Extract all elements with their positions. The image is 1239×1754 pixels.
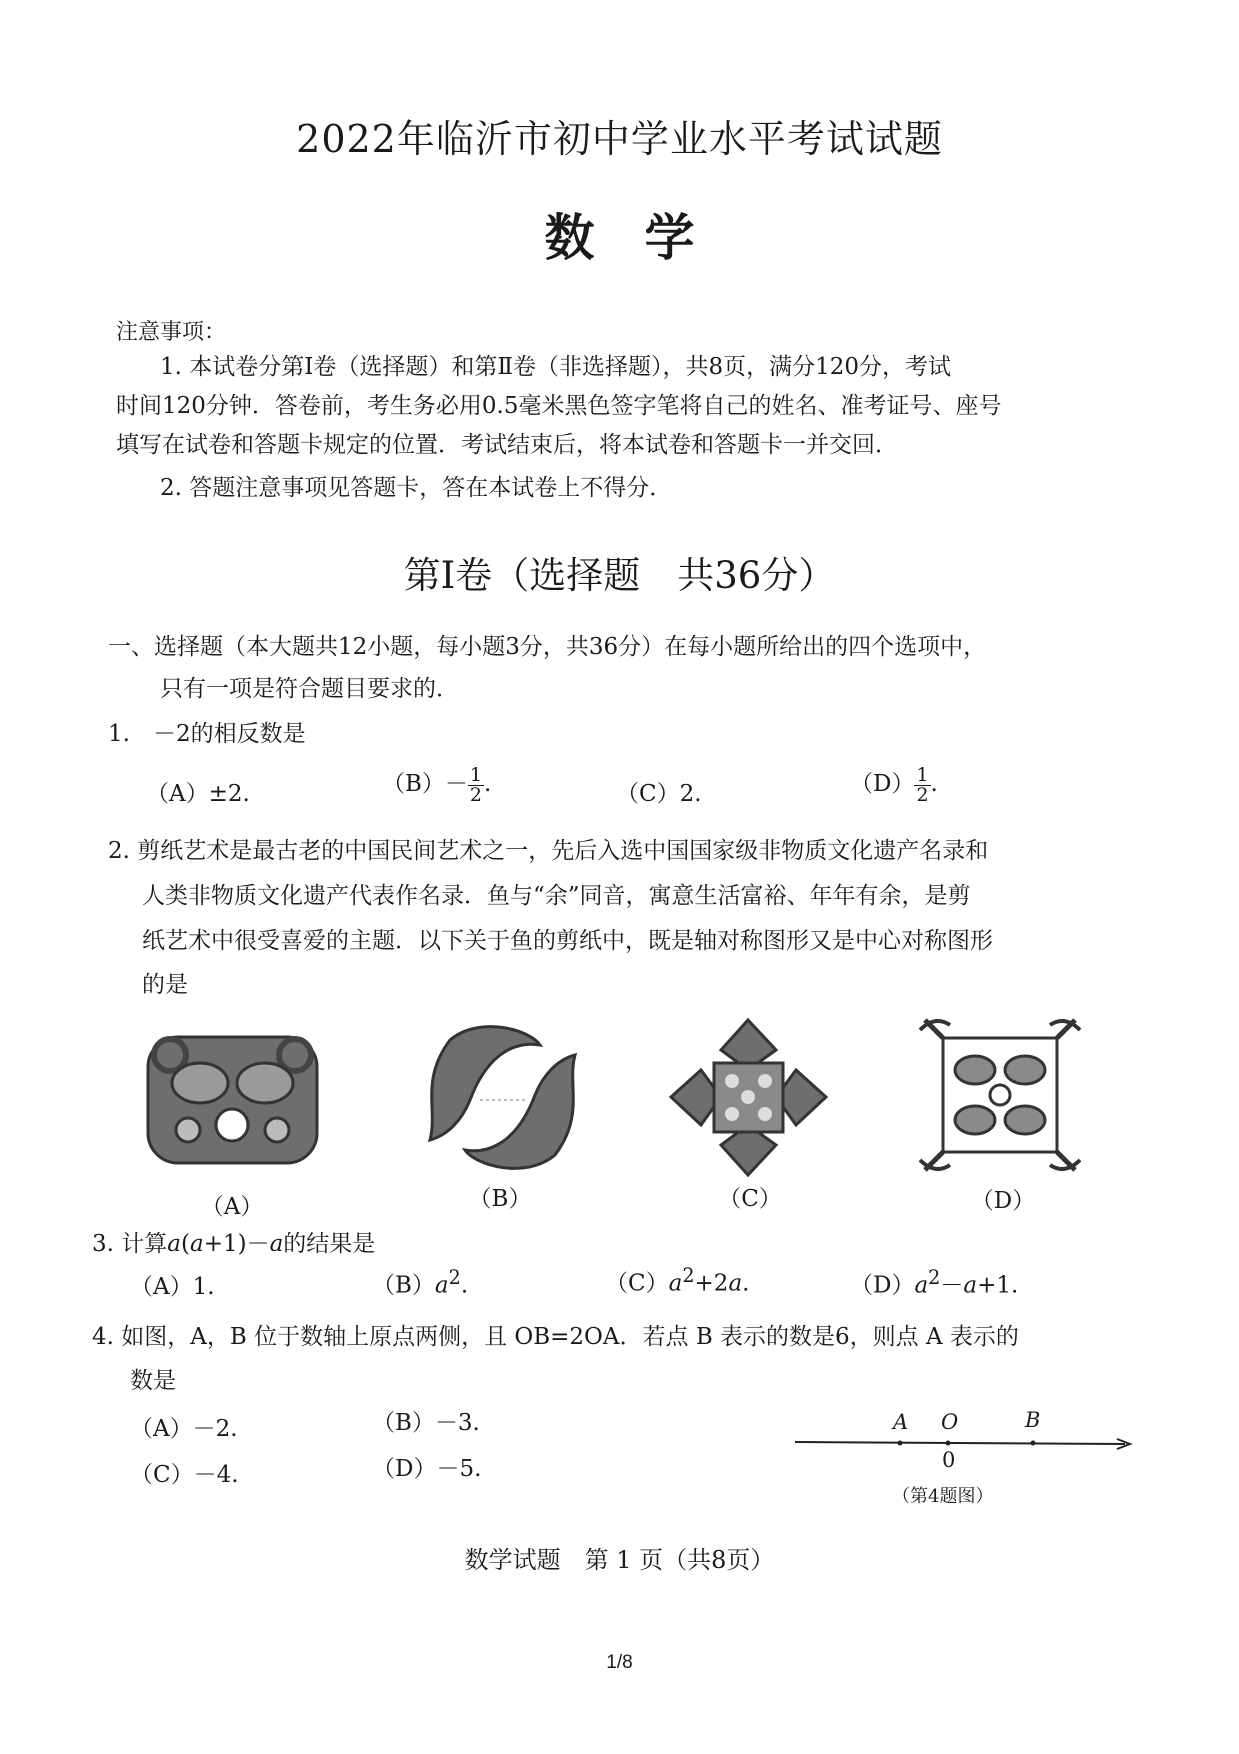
number-line-zero: 0 <box>942 1448 956 1472</box>
q4-option-d: （D）－5. <box>372 1456 482 1482</box>
q3-number: 3. <box>92 1231 114 1257</box>
notes-heading: 注意事项： <box>116 320 227 345</box>
page-footer: 数学试题 第 1 页（共8页） <box>464 1546 775 1574</box>
q3-stem-prefix: 计算 <box>121 1231 168 1257</box>
q3-option-a: （A）1. <box>130 1274 215 1300</box>
q4-figure-caption: （第4题图） <box>892 1486 994 1507</box>
q1-option-d-prefix: （D） <box>850 771 915 797</box>
q3-option-c-end: . <box>742 1270 750 1297</box>
point-o-dot <box>946 1441 951 1446</box>
q3-expr-var-1: a <box>167 1231 181 1257</box>
q1-option-a: （A）±2. <box>146 781 250 807</box>
q4-line1: 4. 如图，A，B 位于数轴上原点两侧，且 OB=2OA．若点 B 表示的数是6，则点 A 表示的 <box>92 1324 1019 1350</box>
q3-option-b-var: a <box>434 1272 449 1299</box>
number-line-label-b: B <box>1025 1408 1041 1432</box>
q1-option-b-period: . <box>484 771 492 797</box>
q1-stem: 1. －2的相反数是 <box>108 721 306 747</box>
figure-label-d: （D） <box>970 1188 1036 1214</box>
q3-expr-paren: ( <box>180 1231 190 1257</box>
q3-option-d-var: a <box>914 1272 929 1299</box>
q3-option-b-exponent: 2 <box>448 1266 461 1289</box>
notes-item1-line3: 填写在试卷和答题卡规定的位置．考试结束后，将本试卷和答题卡一并交回． <box>116 432 898 458</box>
q2-line1: 2. 剪纸艺术是最古老的中国民间艺术之一，先后入选中国国家级非物质文化遗产名录和 <box>108 838 989 864</box>
q3-expr-var-2: a <box>189 1231 204 1257</box>
section1-instruction-line2: 只有一项是符合题目要求的． <box>160 676 459 702</box>
q3-option-d-exponent: 2 <box>928 1266 941 1289</box>
paper-cut-figure-c <box>666 1015 831 1180</box>
q3-option-d-var2: a <box>963 1272 978 1299</box>
section1-title: 第Ⅰ卷（选择题 共36分） <box>403 554 836 597</box>
q3-option-b-end: . <box>460 1272 469 1299</box>
notes-item1-line1: 1. 本试卷分第Ⅰ卷（选择题）和第Ⅱ卷（非选择题），共8页，满分120分，考试 <box>160 354 952 380</box>
q2-line4: 的是 <box>142 972 188 998</box>
number-line-label-o: O <box>941 1410 959 1434</box>
q4-option-c: （C）－4. <box>130 1462 239 1488</box>
q3-stem-suffix: 的结果是 <box>283 1231 376 1257</box>
q2-line3: 纸艺术中很受喜爱的主题．以下关于鱼的剪纸中，既是轴对称图形又是中心对称图形 <box>142 928 993 954</box>
q3-option-d-label: （D） <box>850 1272 915 1299</box>
q2-line2: 人类非物质文化遗产代表作名录．鱼与“余”同音，寓意生活富裕、年年有余，是剪 <box>142 883 971 909</box>
q1-option-d <box>850 765 938 805</box>
q4-option-a: （A）－2. <box>130 1416 238 1442</box>
q1-option-d-denominator: 2 <box>916 783 929 806</box>
q3-expr-var-3: a <box>269 1231 284 1257</box>
paper-cut-figure-b <box>410 1020 595 1175</box>
paper-cut-figure-a <box>140 1025 325 1175</box>
q4-line2: 数是 <box>130 1368 176 1394</box>
notes-item2: 2. 答题注意事项见答题卡，答在本试卷上不得分． <box>160 475 673 501</box>
q3-option-d <box>850 1266 1018 1300</box>
q3-option-c-plus: +2 <box>694 1270 729 1297</box>
number-line-label-a: A <box>893 1410 909 1434</box>
subject-title: 数学 <box>544 208 745 267</box>
section1-instruction-line1: 一、选择题（本大题共12小题，每小题3分，共36分）在每小题所给出的四个选项中， <box>108 634 987 660</box>
q3-option-d-minus: － <box>940 1272 964 1299</box>
q3-option-c <box>605 1264 749 1298</box>
page-number: 1/8 <box>606 1652 633 1673</box>
q3-option-c-var: a <box>668 1270 683 1297</box>
paper-cut-figure-d <box>915 1010 1085 1180</box>
figure-label-a: （A） <box>200 1194 264 1220</box>
q1-option-b-prefix: （B）－ <box>382 771 468 797</box>
q3-expr-tail: +1)－ <box>203 1231 270 1257</box>
q1-option-b-denominator: 2 <box>469 783 482 806</box>
q1-option-c: （C）2. <box>616 781 702 807</box>
q1-option-b-numerator: 1 <box>469 763 482 786</box>
q3-stem <box>92 1225 375 1258</box>
q3-option-c-exponent: 2 <box>682 1264 695 1287</box>
q3-option-b <box>372 1266 468 1300</box>
number-line <box>795 1418 1135 1458</box>
q4-option-b: （B）－3. <box>372 1410 480 1436</box>
q3-option-c-label: （C） <box>605 1270 669 1297</box>
q1-option-b-fraction <box>468 763 484 806</box>
figure-label-b: （B） <box>468 1186 532 1212</box>
exam-title: 2022年临沂市初中学业水平考试试题 <box>296 117 943 161</box>
q1-option-d-fraction <box>914 763 930 806</box>
figure-label-c: （C） <box>718 1186 782 1212</box>
point-a-dot <box>898 1441 903 1446</box>
q1-option-d-period: . <box>930 771 938 797</box>
q1-option-b <box>382 765 491 805</box>
q3-option-c-var2: a <box>728 1270 743 1297</box>
q3-option-b-label: （B） <box>372 1272 435 1299</box>
point-b-dot <box>1031 1441 1036 1446</box>
q3-option-d-end: +1. <box>977 1272 1019 1299</box>
notes-item1-line2: 时间120分钟．答卷前，考生务必用0.5毫米黑色签字笔将自己的姓名、准考证号、座号 <box>116 393 1002 419</box>
q1-option-d-numerator: 1 <box>916 763 929 786</box>
